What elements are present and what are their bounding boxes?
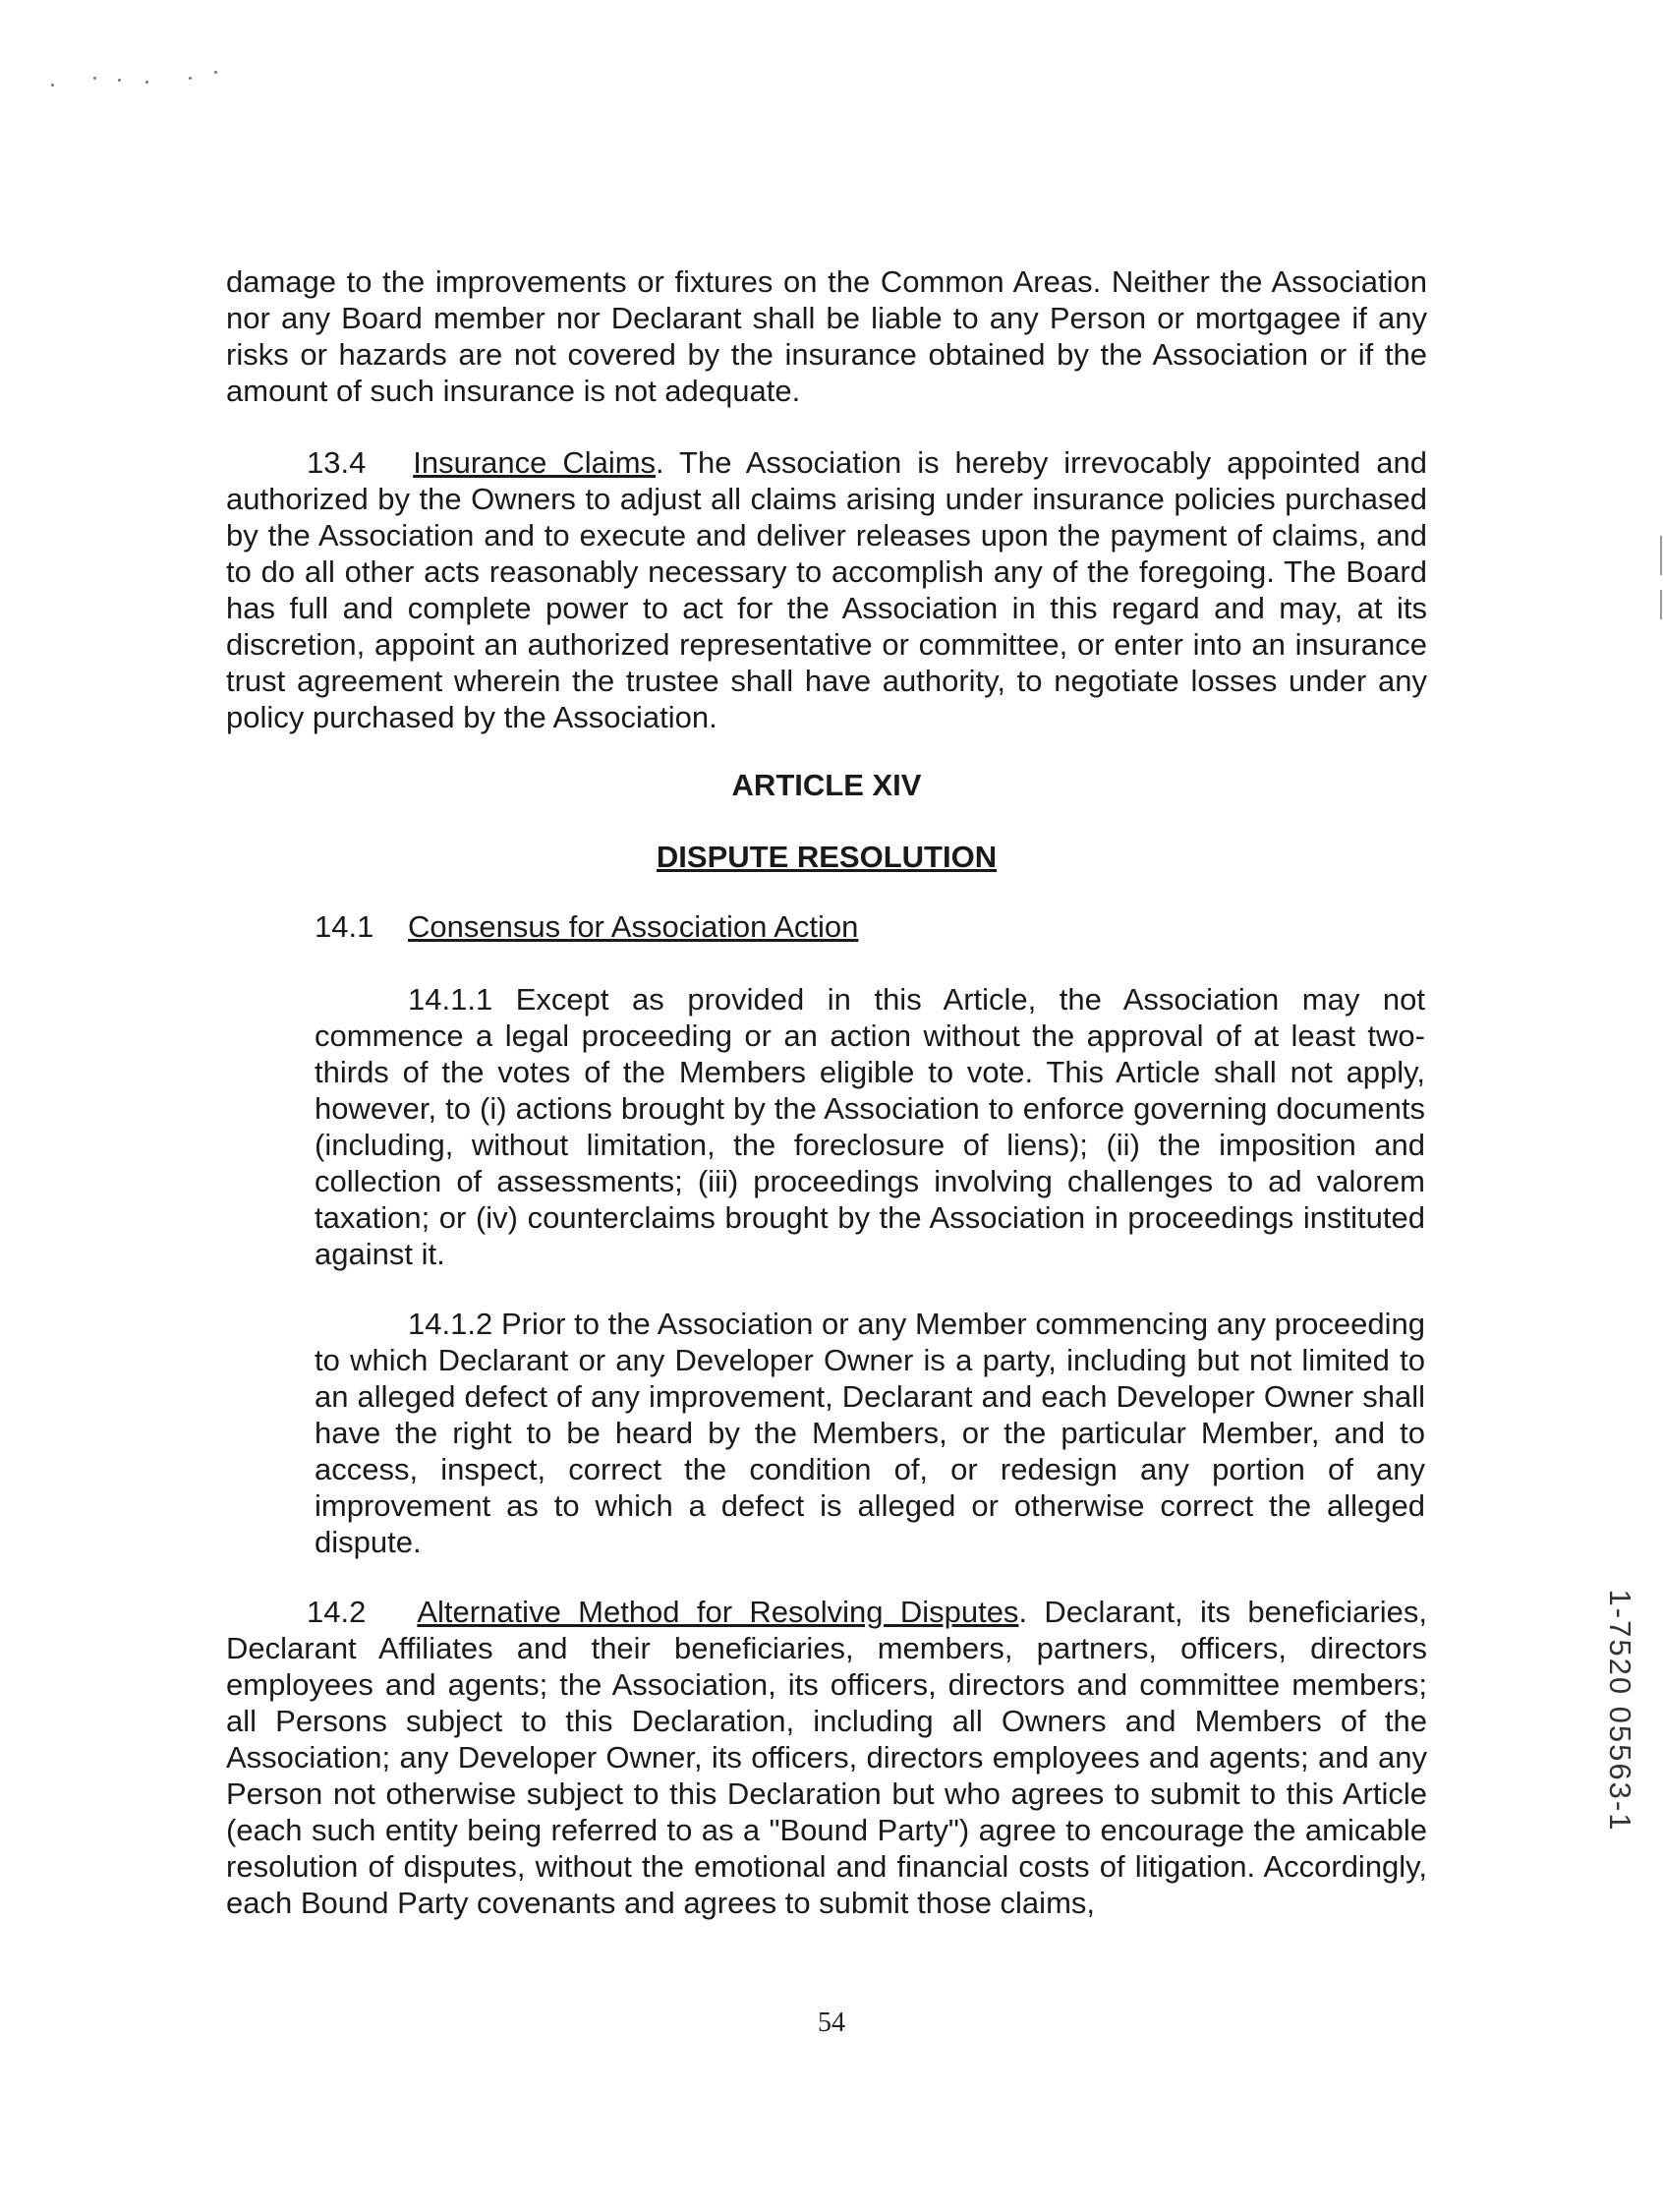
scan-speck [118, 79, 121, 82]
paragraph-intro [226, 263, 1427, 409]
scan-edge-mark [1660, 536, 1662, 575]
section-13-4-number: 13.4 [307, 445, 367, 480]
margin-stamp [1600, 1588, 1639, 1834]
article-title: DISPUTE RESOLUTION [656, 840, 998, 874]
subsection-14-1-2-number: 14.1.2 [408, 1307, 493, 1341]
section-14-1-number: 14.1 [315, 909, 374, 944]
margin-stamp-text: 1-7520 05563-1 [1603, 1589, 1637, 1833]
subsection-14-1-1 [315, 981, 1425, 1272]
paragraph-intro-text: damage to the improvements or fixtures on the Common Areas. Neither the Association nor any Board member nor Declarant shall be liable to any Person or mortgagee if any risks or hazards are not covered by the insurance obtained by the Association or if the amount of such insurance is not adequate. [226, 264, 1427, 408]
scan-speck [145, 81, 148, 84]
section-13-4-text: . The Association is hereby irrevocably appointed and authorized by the Owners to adjust all claims arising under insurance policies purchased by the Association and to execute and deliver releases upon the payment of claims, and to do all other acts reasonably necessary to accomplish any of the foregoing. The Board has full and complete power to act for the Association in this regard and may, at its discretion, appoint an authorized representative or committee, or enter into an insurance trust agreement wherein the trustee shall have authority, to negotiate losses under any policy purchased by the Association. [226, 445, 1427, 734]
section-14-1-title: Consensus for Association Action [408, 909, 859, 944]
paragraph-14-2 [226, 1594, 1427, 1921]
section-14-1-heading [315, 908, 858, 945]
section-14-2-number: 14.2 [307, 1595, 367, 1629]
scan-edge-mark [1660, 590, 1662, 619]
article-heading: ARTICLE XIV [731, 768, 922, 802]
section-13-4-title: Insurance Claims [413, 445, 657, 480]
subsection-14-1-1-number: 14.1.1 [408, 982, 493, 1017]
section-14-2-title: Alternative Method for Resolving Disputes [417, 1595, 1019, 1629]
scan-speck [51, 84, 54, 87]
page-number: 54 [818, 2008, 845, 2038]
subsection-14-1-2 [315, 1306, 1425, 1560]
scan-speck [189, 77, 192, 80]
section-14-2-text: . Declarant, its beneficiaries, Declarant Affiliates and their beneficiaries, members, partners, officers, directors employees and agents; the Association, its officers, directors and committee members; all Persons subject to this Declaration, including all Owners and Members of the Association; any Developer Owner, its officers, directors employees and agents; and any Person not otherwise subject to this Declaration but who agrees to submit to this Article (each such entity being referred to as a "Bound Party") agree to encourage the amicable resolution of disputes, without the emotional and financial costs of litigation. Accordingly, each Bound Party covenants and agrees to submit those claims, [226, 1595, 1427, 1920]
scan-speck [214, 71, 217, 74]
scan-speck [93, 77, 96, 80]
subsection-14-1-1-text: Except as provided in this Article, the Association may not commence a legal proceeding or an action without the approval of at least two-thirds of the votes of the Members eligible to vote. This Article shall not apply, however, to (i) actions brought by the Association to enforce governing documents (including, without limitation, the foreclosure of liens); (ii) the imposition and collection of assessments; (iii) proceedings involving challenges to ad valorem taxation; or (iv) counterclaims brought by the Association in proceedings instituted against it. [315, 982, 1425, 1271]
subsection-14-1-2-text: Prior to the Association or any Member commencing any proceeding to which Declarant or any Developer Owner is a party, including but not limited to an alleged defect of any improvement, Declarant and each Developer Owner shall have the right to be heard by the Members, or the particular Member, and to access, inspect, correct the condition of, or redesign any portion of any improvement as to which a defect is alleged or otherwise correct the alleged dispute. [315, 1307, 1425, 1559]
paragraph-13-4 [226, 444, 1427, 735]
